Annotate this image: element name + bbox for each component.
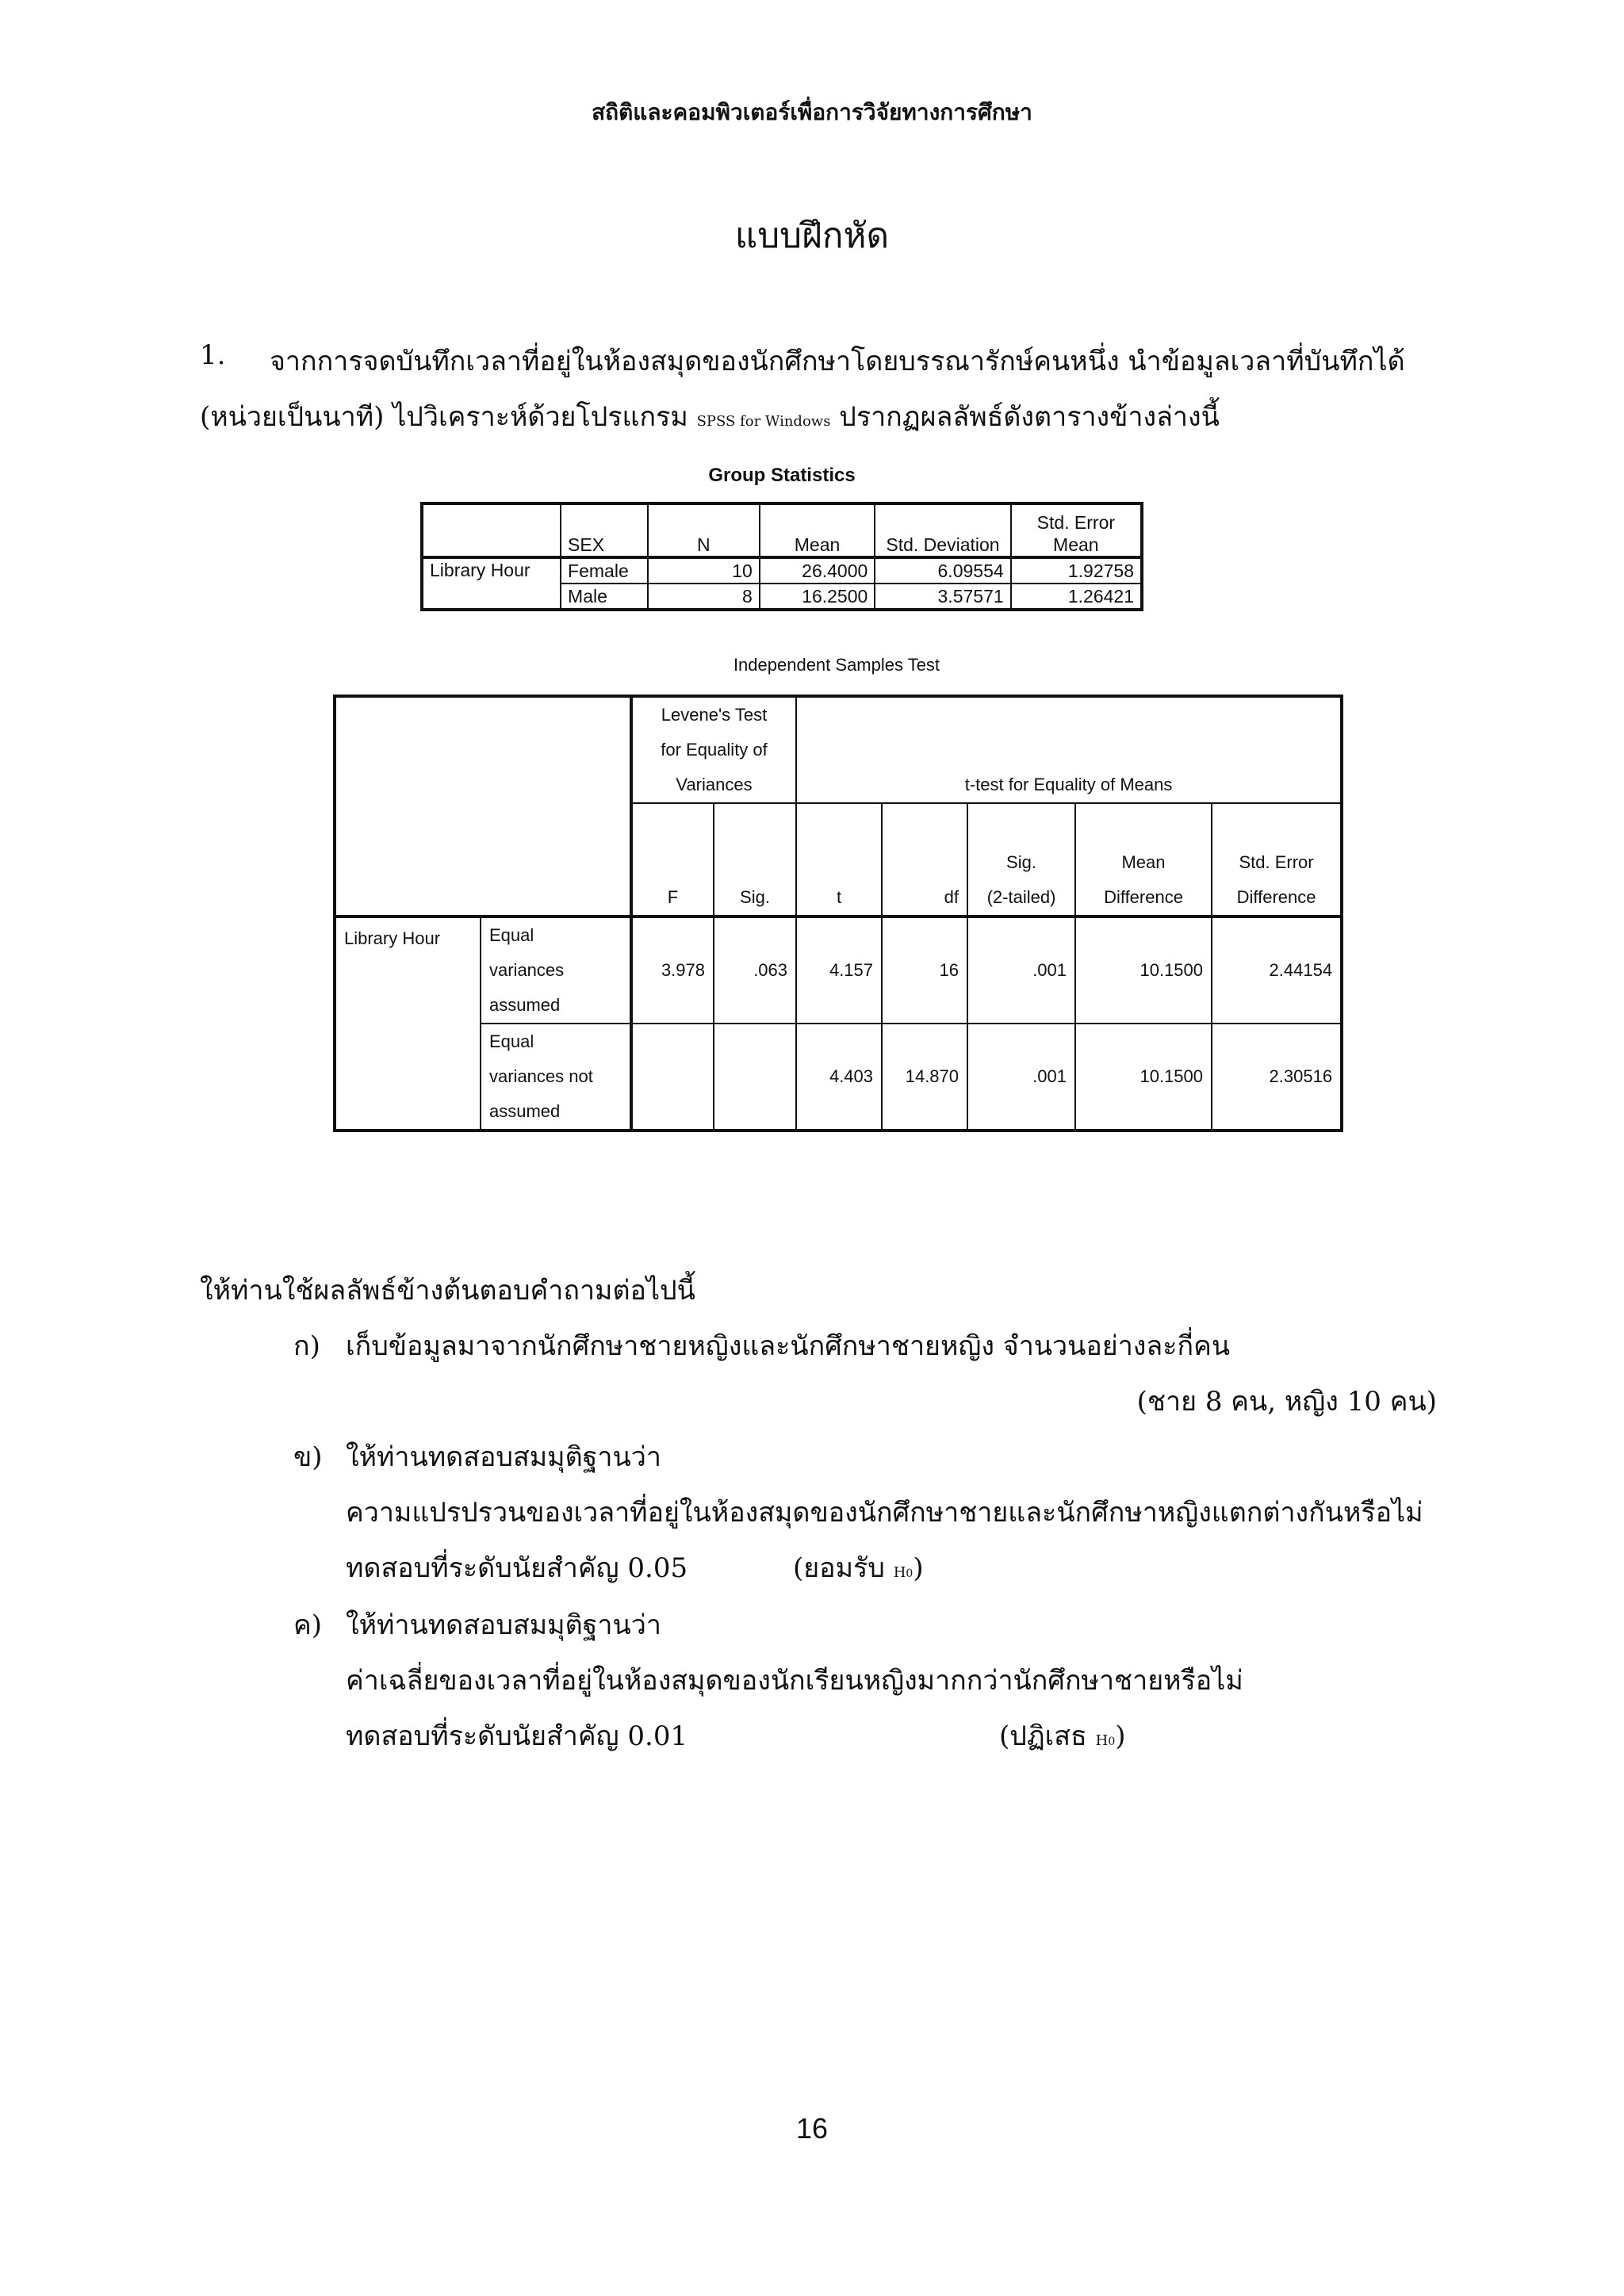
row-label-line: assumed bbox=[489, 995, 561, 1015]
instructions: ให้ท่านใช้ผลลัพธ์ข้างต้นตอบคำถามต่อไปนี้ bbox=[200, 1275, 695, 1307]
item-c-close: ) bbox=[1115, 1720, 1126, 1752]
f-cell: 3.978 bbox=[631, 916, 714, 1024]
ttest-header: t-test for Equality of Means bbox=[796, 696, 1342, 803]
sig2-cell: .001 bbox=[967, 916, 1075, 1024]
col-sig-2tailed-line2: (2-tailed) bbox=[986, 887, 1056, 907]
item-b-answer bbox=[793, 1546, 924, 1589]
col-mean-difference bbox=[1075, 803, 1212, 916]
se-diff-cell: 2.30516 bbox=[1212, 1024, 1342, 1131]
row-label-line: variances not bbox=[489, 1066, 593, 1086]
col-mean-difference-line1: Mean bbox=[1121, 852, 1166, 872]
sig-cell bbox=[714, 1024, 796, 1131]
group-stats-caption: Group Statistics bbox=[708, 465, 856, 486]
header-sex: SEX bbox=[561, 503, 648, 557]
sig-cell: .063 bbox=[714, 916, 796, 1024]
df-cell: 14.870 bbox=[882, 1024, 967, 1131]
independent-samples-table bbox=[333, 695, 1343, 1132]
col-std-error-difference-line1: Std. Error bbox=[1239, 852, 1314, 872]
item-b-marker: ข) bbox=[293, 1441, 323, 1473]
row-label-line: Equal bbox=[489, 925, 534, 945]
header-n: N bbox=[648, 503, 760, 557]
item-b-h: H bbox=[893, 1564, 906, 1581]
t-cell: 4.403 bbox=[796, 1024, 882, 1131]
question-line-1: จากการจดบันทึกเวลาที่อยู่ในห้องสมุดของนักศึกษาโดยบรรณารักษ์คนหนึ่ง นำข้อมูลเวลาที่บันทึกได้ bbox=[270, 346, 1405, 377]
se-diff-cell: 2.44154 bbox=[1212, 916, 1342, 1024]
sd-cell: 6.09554 bbox=[875, 557, 1010, 584]
header-std-error-mean bbox=[1011, 503, 1142, 557]
item-c-h: H bbox=[1095, 1732, 1109, 1749]
levene-line-3: Variances bbox=[676, 775, 753, 794]
question-line-2-b: ปรากฏผลลัพธ์ดังตารางข้างล่างนี้ bbox=[839, 401, 1220, 433]
ind-test-caption: Independent Samples Test bbox=[733, 655, 940, 675]
corner-cell bbox=[335, 696, 631, 916]
corner-cell bbox=[422, 503, 561, 557]
item-a-answer: (ชาย 8 คน, หญิง 10 คน) bbox=[1136, 1386, 1437, 1418]
header-std-error-line1: Std. Error bbox=[1036, 512, 1116, 533]
f-cell bbox=[631, 1024, 714, 1131]
df-cell: 16 bbox=[882, 916, 967, 1024]
row-label bbox=[481, 916, 631, 1024]
t-cell: 4.157 bbox=[796, 916, 882, 1024]
group-stats-table bbox=[420, 502, 1143, 611]
levene-header bbox=[631, 696, 796, 803]
mean-diff-cell: 10.1500 bbox=[1075, 916, 1212, 1024]
col-f: F bbox=[631, 803, 714, 916]
col-sig: Sig. bbox=[714, 803, 796, 916]
question-line-2-a: (หน่วยเป็นนาที) ไปวิเคราะห์ด้วยโปรแกรม bbox=[200, 401, 688, 433]
header-row-1 bbox=[335, 696, 1342, 803]
col-df: df bbox=[882, 803, 967, 916]
levene-line-2: for Equality of bbox=[661, 740, 768, 760]
item-b-close: ) bbox=[913, 1552, 924, 1584]
sex-cell: Female bbox=[561, 557, 648, 584]
n-cell: 8 bbox=[648, 584, 760, 610]
row-label-line: assumed bbox=[489, 1101, 561, 1121]
col-sig-2tailed-line1: Sig. bbox=[1006, 852, 1036, 872]
table-row bbox=[335, 1024, 1342, 1131]
row-label bbox=[481, 1024, 631, 1131]
se-cell: 1.92758 bbox=[1011, 557, 1142, 584]
col-sig-2tailed bbox=[967, 803, 1075, 916]
table-row bbox=[335, 916, 1342, 1024]
se-cell: 1.26421 bbox=[1011, 584, 1142, 610]
sd-cell: 3.57571 bbox=[875, 584, 1010, 610]
levene-line-1: Levene's Test bbox=[661, 705, 768, 725]
software-name: SPSS for Windows bbox=[696, 413, 831, 430]
page-number: 16 bbox=[795, 2112, 829, 2145]
row-label-line: variances bbox=[489, 960, 565, 980]
item-c-h-sub: 0 bbox=[1108, 1735, 1116, 1748]
item-c-marker: ค) bbox=[293, 1609, 323, 1641]
header-mean: Mean bbox=[760, 503, 875, 557]
mean-cell: 16.2500 bbox=[760, 584, 875, 610]
header-std-error-line2: Mean bbox=[1053, 534, 1099, 555]
col-std-error-difference bbox=[1212, 803, 1342, 916]
group-stats-header-row bbox=[422, 503, 1142, 557]
question-line-2 bbox=[200, 395, 1220, 438]
sex-cell: Male bbox=[561, 584, 648, 610]
item-a-text: เก็บข้อมูลมาจากนักศึกษาชายหญิงและนักศึกษาชายหญิง จำนวนอย่างละกี่คน bbox=[346, 1330, 1231, 1362]
item-c-line-1: ให้ท่านทดสอบสมมุติฐานว่า bbox=[346, 1609, 661, 1641]
col-mean-difference-line2: Difference bbox=[1104, 887, 1183, 907]
item-b-line-1: ให้ท่านทดสอบสมมุติฐานว่า bbox=[346, 1441, 661, 1473]
col-t: t bbox=[796, 803, 882, 916]
page-title: แบบฝึกหัด bbox=[734, 216, 890, 256]
mean-diff-cell: 10.1500 bbox=[1075, 1024, 1212, 1131]
item-a-marker: ก) bbox=[293, 1330, 320, 1362]
item-c-answer-word: (ปฏิเสธ bbox=[999, 1720, 1087, 1752]
n-cell: 10 bbox=[648, 557, 760, 584]
item-b-answer-word: (ยอมรับ bbox=[793, 1552, 885, 1584]
sig2-cell: .001 bbox=[967, 1024, 1075, 1131]
header-std-deviation: Std. Deviation bbox=[875, 503, 1010, 557]
mean-cell: 26.4000 bbox=[760, 557, 875, 584]
col-std-error-difference-line2: Difference bbox=[1236, 887, 1316, 907]
row-label-line: Equal bbox=[489, 1031, 534, 1051]
variable-label: Library Hour bbox=[422, 557, 561, 610]
item-c-answer bbox=[999, 1714, 1126, 1757]
item-b-line-3: ทดสอบที่ระดับนัยสำคัญ 0.05 bbox=[346, 1552, 688, 1584]
item-b-line-2: ความแปรปรวนของเวลาที่อยู่ในห้องสมุดของนักศึกษาชายและนักศึกษาหญิงแตกต่างกันหรือไม่ bbox=[346, 1497, 1423, 1529]
running-header: สถิติและคอมพิวเตอร์เพื่อการวิจัยทางการศึกษา bbox=[592, 99, 1032, 125]
table-row bbox=[422, 557, 1142, 584]
question-number: 1. bbox=[200, 339, 226, 371]
item-c-line-3: ทดสอบที่ระดับนัยสำคัญ 0.01 bbox=[346, 1720, 688, 1752]
variable-label: Library Hour bbox=[335, 916, 481, 1131]
item-b-h-sub: 0 bbox=[906, 1567, 914, 1580]
item-c-line-2: ค่าเฉลี่ยของเวลาที่อยู่ในห้องสมุดของนักเรียนหญิงมากกว่านักศึกษาชายหรือไม่ bbox=[346, 1665, 1243, 1697]
